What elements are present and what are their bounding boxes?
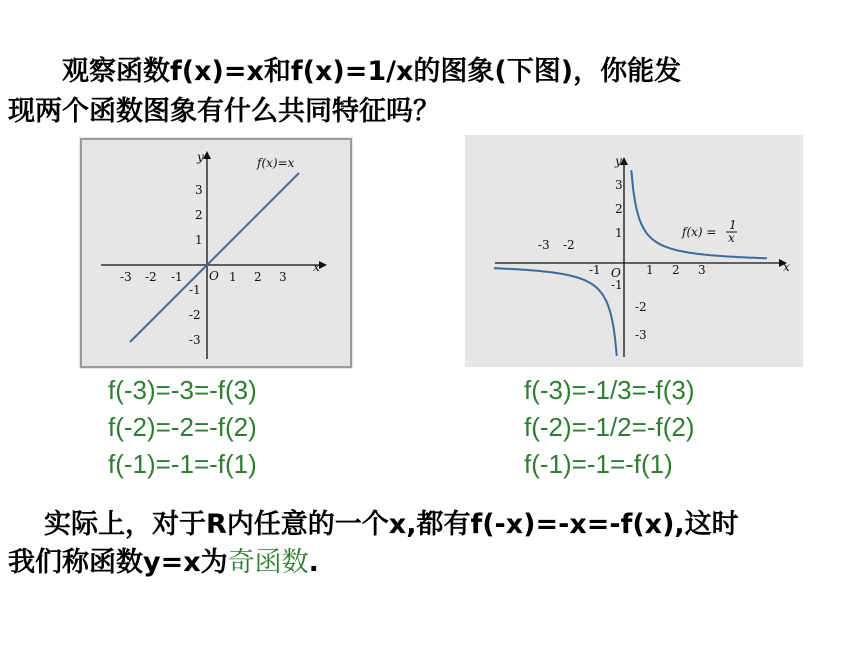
function-label: f(x)=x: [257, 156, 295, 170]
y-tick: 2: [195, 208, 203, 222]
fraction-numerator: 1: [729, 218, 737, 232]
equation-row: f(-3)=-1/3=-f(3): [524, 375, 695, 405]
x-tick: 2: [672, 263, 680, 277]
x-tick: -3: [120, 270, 132, 284]
x-axis-label: x: [783, 260, 790, 274]
x-tick: 1: [229, 270, 237, 284]
intro-line-1: 观察函数f(x)=x和f(x)=1/x的图象(下图)，你能发: [62, 56, 682, 87]
y-tick: 3: [195, 183, 203, 197]
equations-linear: [108, 372, 257, 483]
x-axis-label: x: [313, 260, 320, 274]
x-tick: 3: [279, 270, 287, 284]
y-tick: 1: [615, 226, 623, 240]
equation-row: f(-3)=-3=-f(3): [108, 375, 257, 405]
x-tick: 1: [646, 263, 654, 277]
x-tick: -1: [171, 270, 183, 284]
graph-reciprocal-svg: [465, 135, 803, 367]
y-axis-label: y: [197, 150, 204, 164]
y-tick: -2: [635, 300, 647, 314]
origin-label: O: [209, 269, 219, 283]
conclusion-period: .: [308, 547, 319, 578]
fraction-denominator: x: [728, 231, 735, 245]
graph-reciprocal: [465, 135, 803, 367]
conclusion-line-2: 我们称函数y=x为: [8, 547, 228, 578]
intro-line-2: 现两个函数图象有什么共同特征吗？: [8, 96, 440, 127]
x-tick: 2: [254, 270, 262, 284]
x-tick: -2: [145, 270, 157, 284]
equation-row: f(-2)=-1/2=-f(2): [524, 412, 695, 442]
y-tick: -3: [189, 333, 201, 347]
equation-row: f(-1)=-1=-f(1): [524, 449, 673, 479]
function-label: f(x) =: [682, 225, 717, 239]
intro-paragraph: [8, 52, 848, 132]
y-tick: -1: [189, 283, 201, 297]
x-tick: -1: [589, 263, 601, 277]
origin-label: O: [611, 266, 621, 280]
equation-row: f(-1)=-1=-f(1): [108, 449, 257, 479]
y-tick: 3: [615, 178, 623, 192]
x-tick: -2: [563, 238, 575, 252]
equation-row: f(-2)=-2=-f(2): [108, 412, 257, 442]
graph-reciprocal-background: [465, 135, 803, 367]
conclusion-paragraph: [8, 506, 853, 582]
conclusion-line-1: 实际上，对于R内任意的一个x,都有f(-x)=-x=-f(x),这时: [44, 509, 739, 540]
x-tick: -3: [538, 238, 550, 252]
y-tick: 1: [195, 233, 203, 247]
y-axis-label: y: [615, 154, 622, 168]
odd-function-term: 奇函数: [227, 547, 309, 578]
graph-linear-background: [79, 137, 353, 369]
graph-linear: [79, 137, 353, 369]
y-tick: -1: [611, 278, 623, 292]
equations-reciprocal: [524, 372, 695, 483]
y-tick: 2: [615, 202, 623, 216]
x-tick: 3: [698, 263, 706, 277]
graph-linear-svg: [79, 137, 353, 369]
y-tick: -3: [635, 328, 647, 342]
y-tick: -2: [189, 308, 201, 322]
